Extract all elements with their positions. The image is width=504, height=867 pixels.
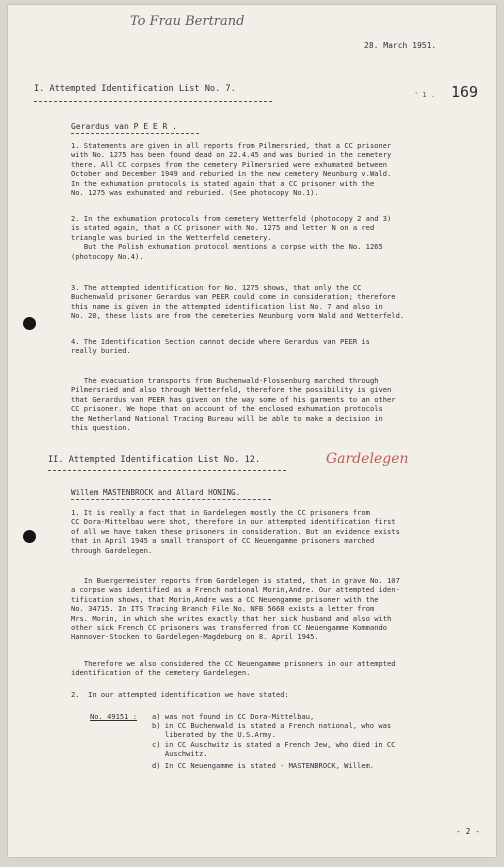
punch-hole-upper (23, 317, 36, 330)
list-item-b: b) in CC Buchenwald is stated a French national, who was liberated by the U.S.Army. (152, 721, 392, 740)
section1-subject: Gerardus van P E E R . (71, 122, 177, 131)
section1-paragraph-3: 3. The attempted identification for No. 1275 shows, that only the CC Buchenwald prisoner Gerardus van PEER could come in consideration; therefore this name is given in the attempted identification list No. 7 and also in No. 20, these lists are from the cemeteries Neunburg vorm Wald and Wetterfeld. (71, 283, 405, 321)
section2-heading-underline (48, 470, 286, 471)
handwritten-annotation-gardelegen: Gardelegen (326, 451, 409, 467)
punch-hole-lower (23, 530, 36, 543)
list-item-a: a) was not found in CC Dora-Mittelbau, (152, 712, 315, 721)
section1-paragraph-5: The evacuation transports from Buchenwald-Flossenburg marched through Pilmersried and also through Wetterfeld, therefore the possibility is given that Gerardus van PEER has given on the way some of his garments to an other CC prisoner. We hope that on account of the enclosed exhumation protocols the Netherland National Tracing Bureau will be able to make a decision in this question. (71, 376, 396, 433)
document-page (8, 5, 496, 857)
section2-subject: Willem MASTENBROCK and Allard HONING. (71, 488, 241, 497)
section2-paragraph-4: 2. In our attempted identification we have stated: (71, 690, 289, 699)
section1-paragraph-4: 4. The Identification Section cannot decide where Gerardus van PEER is really buried. (71, 337, 370, 356)
section2-paragraph-3: Therefore we also considered the CC Neuengamme prisoners in our attempted identification of the cemetery Gardelegen. (71, 659, 396, 678)
page-stamp-marks: ' 1 . (414, 91, 436, 99)
section2-subject-underline (71, 499, 271, 500)
section1-heading: I. Attempted Identification List No. 7. (34, 84, 236, 94)
handwritten-annotation-top: To Frau Bertrand (130, 14, 245, 29)
document-date: 28. March 1951. (364, 41, 437, 50)
section2-heading: II. Attempted Identification List No. 12. (48, 455, 261, 465)
section1-paragraph-2: 2. In the exhumation protocols from cemetery Wetterfeld (photocopy 2 and 3) is stated again, that a CC prisoner with No. 1275 and letter N on a red triangle was buried in the Wetterfeld cemetery. But the Polish exhumation protocol mentions a corpse with the No. 1265 (photocopy No.4). (71, 214, 392, 261)
prisoner-number-label: No. 49151 : (90, 712, 137, 721)
section1-subject-underline (71, 133, 199, 134)
section1-paragraph-1: 1. Statements are given in all reports from Pilmersried, that a CC prisoner with No. 1275 has been found dead on 22.4.45 and was buried in the cemetery there. All CC corpses from the cemetery Pilmersried were exhumated between October and December 1949 and reburied in the new cemetery Neunburg v.Wald. In the exhumation protocols is stated again that a CC prisoner with the No. 1275 was exhumated and reburied. (See photocopy No.1). (71, 141, 392, 198)
list-item-c: c) in CC Auschwitz is stated a French Jew, who died in CC Auschwitz. (152, 740, 396, 759)
list-item-d: d) In CC Neuengamme is stated - MASTENBROCK, Willem. (152, 761, 375, 770)
section2-paragraph-1: 1. It is really a fact that in Gardelegen mostly the CC prisoners from CC Dora-Mittelbau were shot, therefore in our attempted identification first of all we have taken these prisoners in consideration. But an evidence exists that in April 1945 a small transport of CC Neuengamme prisoners marched through Gardelegen. (71, 508, 400, 555)
page-stamp-number: 169 (451, 83, 479, 101)
section2-paragraph-2: In Buergermeister reports from Gardelegen is stated, that in grave No. 107 a corpse was identified as a French national Morin,Andre. Our attempted iden- tification shows, that Morin,Andre was a CC Neuengamme prisoner with the No. 34715. In ITS Tracing Branch File No. NFB 5668 exists a letter from Mrs. Morin, in which she writes exactly that her sick husband and also with other sick French CC prisoners was transferred from CC Neuengamme Kommando Hannover-Stocken to Gardelegen-Magdeburg on 8. April 1945. (71, 576, 400, 642)
page-number: - 2 - (456, 827, 481, 836)
section1-heading-underline (34, 101, 272, 102)
